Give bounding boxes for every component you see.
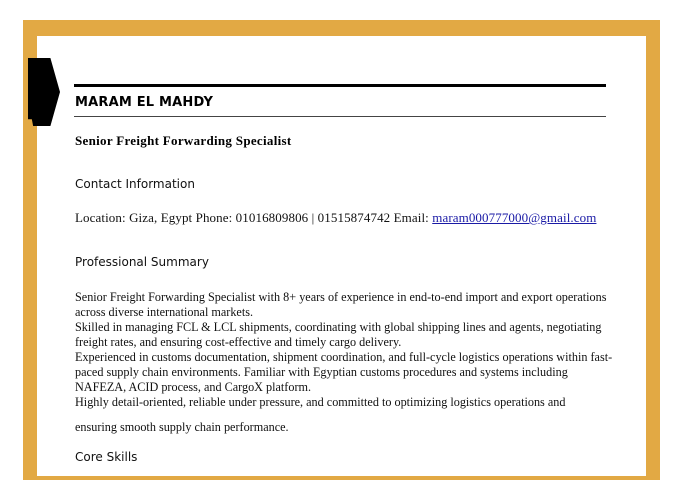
summary-heading: Professional Summary	[75, 255, 209, 269]
summary-paragraph: Skilled in managing FCL & LCL shipments, coordinating with global shipping lines and agents, negotiating freight rates, and ensuring cost-effective and timely cargo delivery.	[75, 320, 602, 349]
contact-line	[75, 210, 596, 226]
contact-details: Location: Giza, Egypt Phone: 01016809806 | 01515874742 Email:	[75, 210, 433, 225]
summary-paragraph: ensuring smooth supply chain performance.	[75, 420, 289, 434]
core-skills-heading: Core Skills	[75, 450, 138, 464]
candidate-name: MARAM EL MAHDY	[75, 95, 214, 110]
summary-paragraph: Highly detail-oriented, reliable under pressure, and committed to optimizing logistics operations and	[75, 395, 566, 409]
summary-paragraph: Senior Freight Forwarding Specialist with 8+ years of experience in end-to-end import and export operations across diverse international markets.	[75, 290, 607, 319]
header-rule-thin	[74, 116, 606, 117]
header-rule-thick	[74, 84, 606, 87]
job-title: Senior Freight Forwarding Specialist	[75, 133, 292, 148]
contact-heading: Contact Information	[75, 177, 195, 191]
summary-paragraph: Experienced in customs documentation, shipment coordination, and full-cycle logistics operations within fast-paced supply chain environments. Familiar with Egyptian customs procedures and systems including NAFEZA, ACID process, and CargoX platform.	[75, 350, 613, 394]
summary-body	[75, 290, 615, 435]
email-link[interactable]: maram000777000@gmail.com	[432, 210, 597, 225]
